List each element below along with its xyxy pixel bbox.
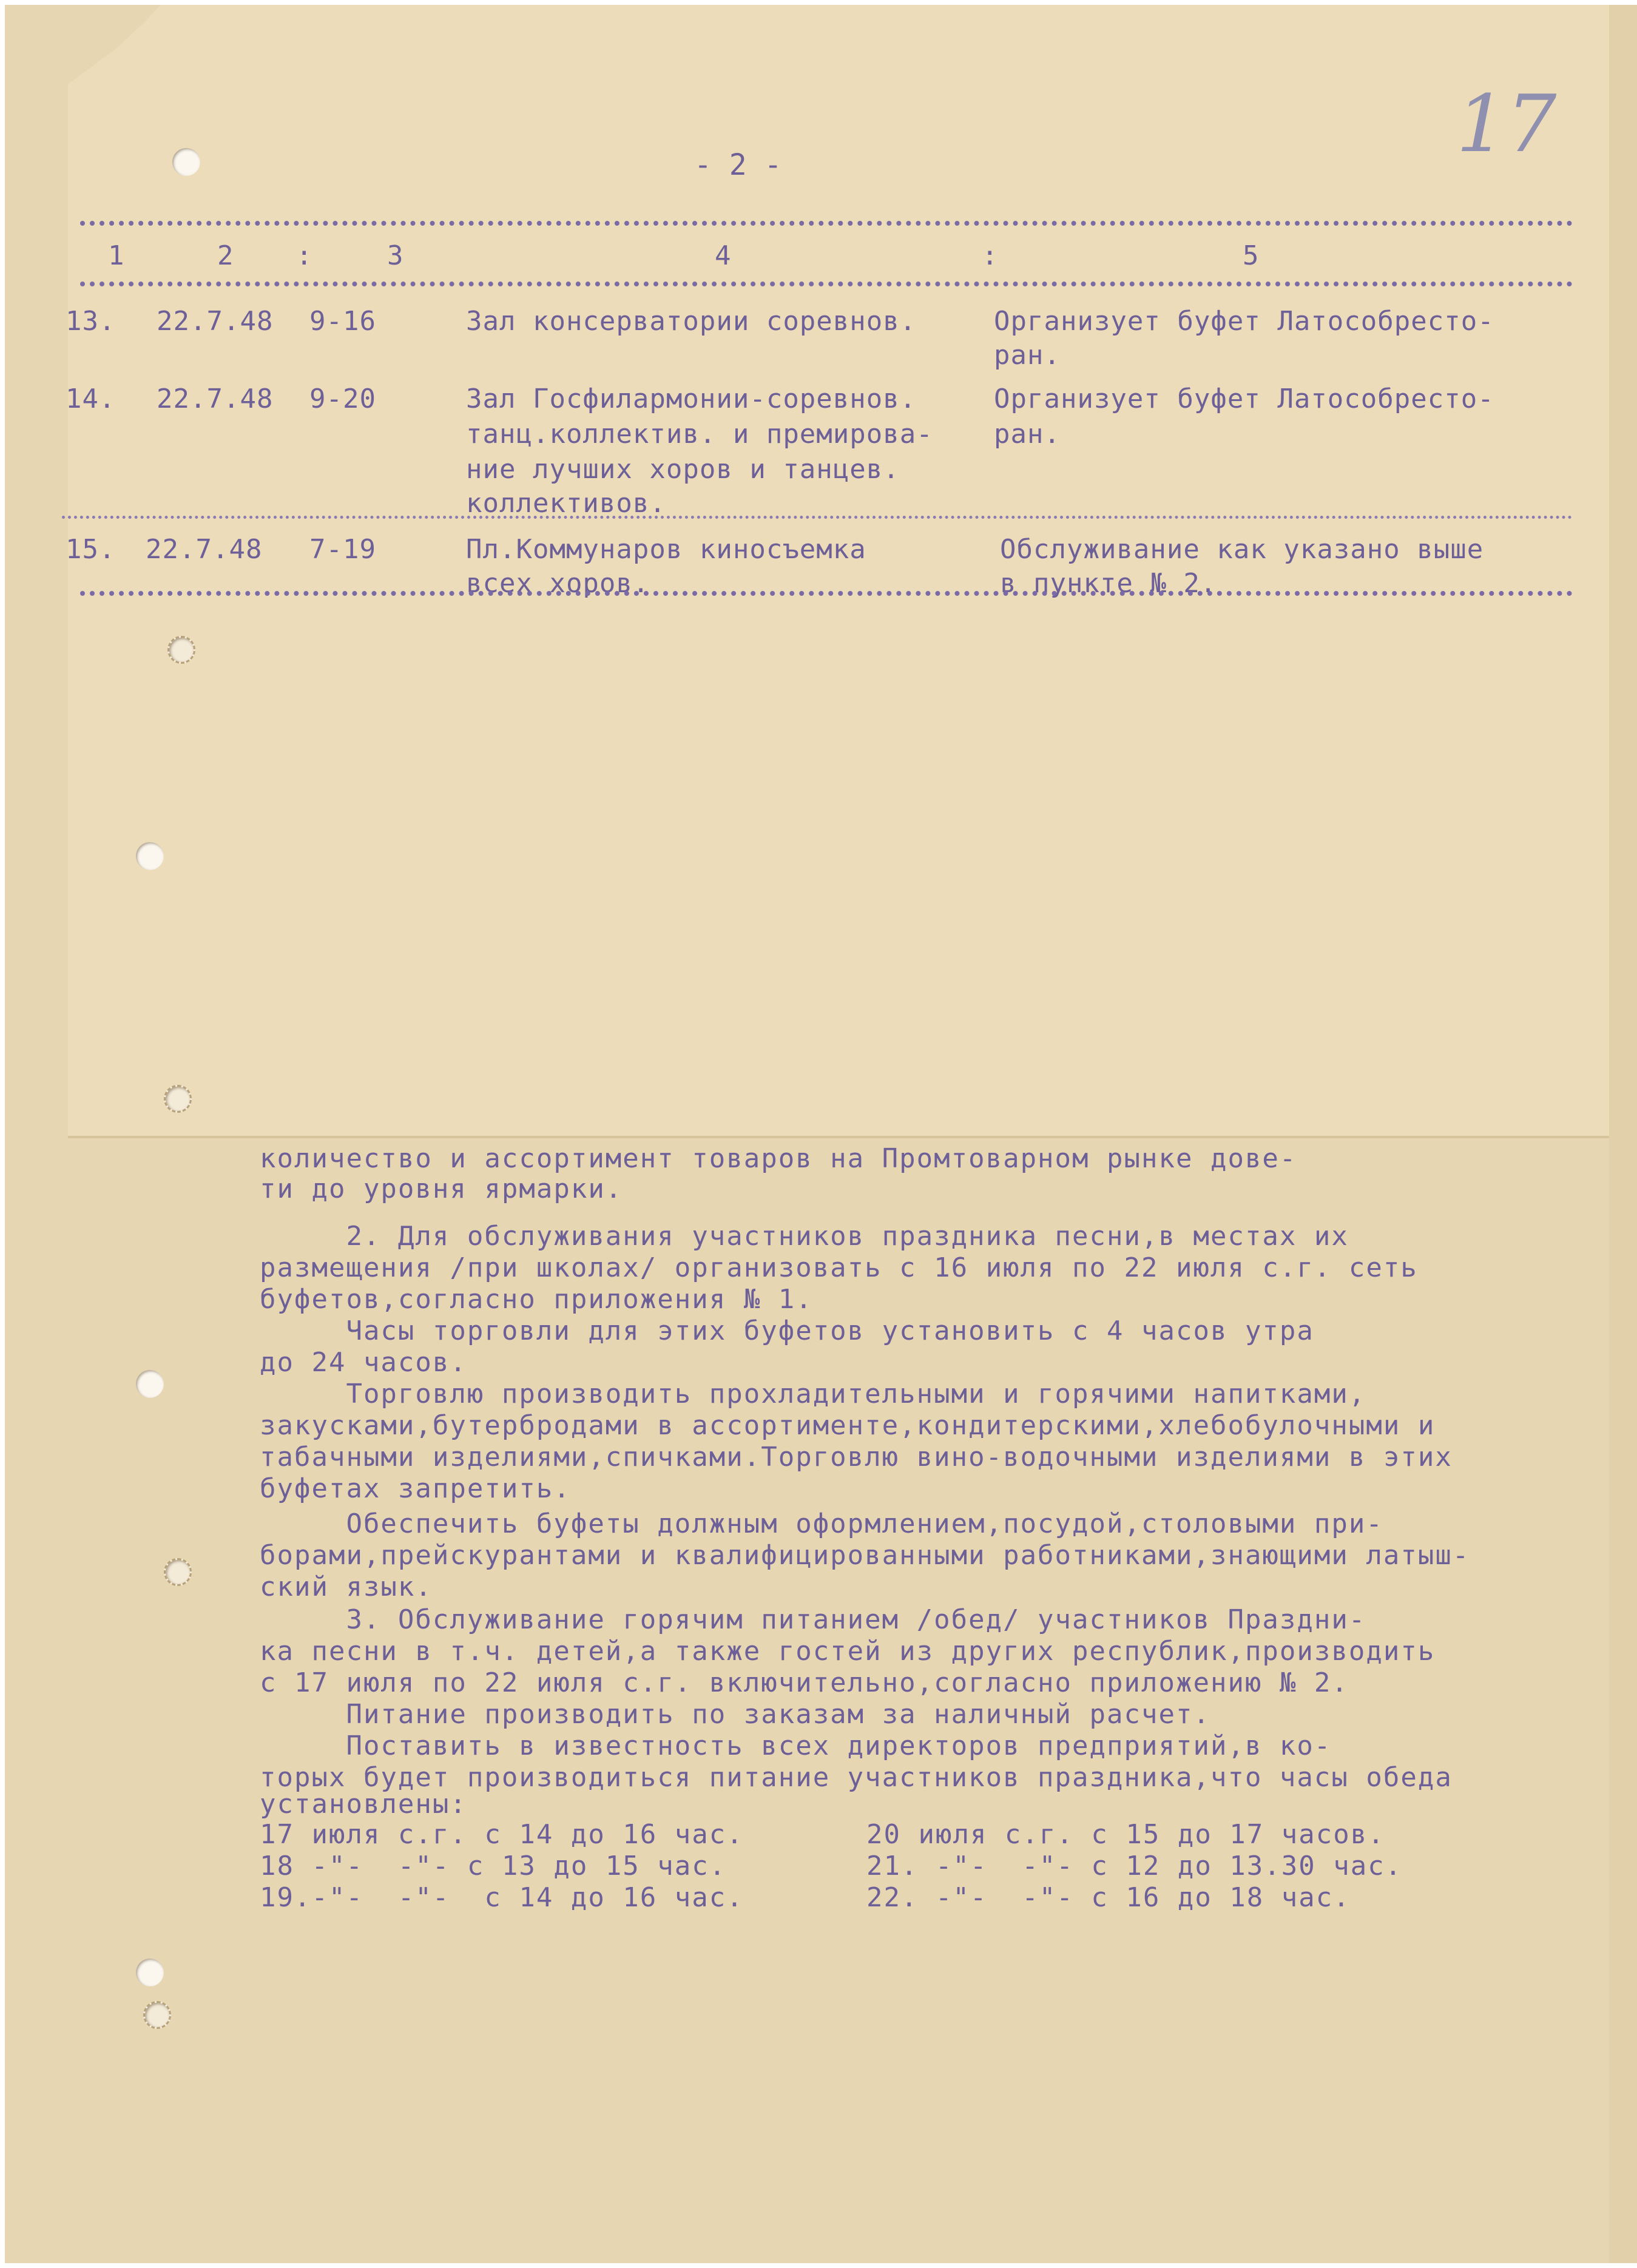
col-header-4: 4 xyxy=(715,240,732,271)
body-line: табачными изделиями,спичками.Торговлю вино-водочными изделиями в этих xyxy=(260,1442,1453,1473)
body-line: 2. Для обслуживания участников праздника песни,в местах их xyxy=(260,1221,1349,1252)
row-place: всех хоров. xyxy=(466,568,650,599)
row-place: ние лучших хоров и танцев. xyxy=(466,454,900,485)
punch-hole xyxy=(136,1370,164,1398)
col-header-1: 1 xyxy=(108,240,125,271)
col-header-3: 3 xyxy=(387,240,404,271)
document-sheet xyxy=(5,5,1632,2263)
body-line: Поставить в известность всех директоров предприятий,в ко- xyxy=(260,1730,1332,1761)
body-line: установлены: xyxy=(260,1789,467,1820)
table-top-rule xyxy=(80,221,1573,226)
schedule-entry: 20 июля с.г. с 15 до 17 часов. xyxy=(866,1819,1385,1850)
row-divider-rule xyxy=(62,516,1573,519)
table-header-rule xyxy=(80,282,1573,286)
body-line: размещения /при школах/ организовать с 16 июля по 22 июля с.г. сеть xyxy=(260,1252,1418,1283)
row-service: Обслуживание как указано выше xyxy=(1000,534,1484,565)
punch-hole xyxy=(143,2001,171,2029)
col-header-5: 5 xyxy=(1243,240,1260,271)
pasted-upper-sheet xyxy=(68,5,1609,1138)
row-place: танц.коллектив. и премирова- xyxy=(466,419,933,450)
page-edge xyxy=(1609,5,1637,2263)
row-service: Организует буфет Латособресто- xyxy=(994,306,1494,337)
body-line: Часы торговли для этих буфетов установить с 4 часов утра xyxy=(260,1315,1314,1346)
row-place: Пл.Коммунаров киносъемка xyxy=(466,534,866,565)
body-line: буфетов,согласно приложения № 1. xyxy=(260,1284,813,1315)
body-line: Питание производить по заказам за наличный расчет. xyxy=(260,1699,1210,1730)
body-line: количество и ассортимент товаров на Промтоварном рынке дове- xyxy=(260,1143,1297,1174)
row-place: Зал консерватории соревнов. xyxy=(466,306,917,337)
body-line: торых будет производиться питание участников праздника,что часы обеда xyxy=(260,1762,1453,1793)
body-line: буфетах запретить. xyxy=(260,1473,571,1504)
row-service: ран. xyxy=(994,340,1061,371)
row-time: 9-16 xyxy=(309,306,376,337)
row-number: 13. xyxy=(66,306,116,337)
handwritten-sheet-number: 17 xyxy=(1456,78,1557,170)
body-line: ский язык. xyxy=(260,1571,433,1602)
body-line: Торговлю производить прохладительными и горячими напитками, xyxy=(260,1379,1366,1409)
page-number: - 2 - xyxy=(694,148,782,182)
row-date: 22.7.48 xyxy=(157,383,274,414)
schedule-entry: 18 -"- -"- с 13 до 15 час. xyxy=(260,1851,727,1882)
row-number: 14. xyxy=(66,383,116,414)
row-service: ран. xyxy=(994,419,1061,450)
schedule-entry: 22. -"- -"- с 16 до 18 час. xyxy=(866,1882,1351,1913)
row-date: 22.7.48 xyxy=(146,534,263,565)
col-separator: : xyxy=(982,240,999,271)
body-line: ти до уровня ярмарки. xyxy=(260,1173,623,1204)
body-line: борами,прейскурантами и квалифицированными работниками,знающими латыш- xyxy=(260,1540,1470,1571)
sheet-fold-edge xyxy=(68,1136,1609,1138)
col-header-2: 2 xyxy=(217,240,234,271)
body-line: с 17 июля по 22 июля с.г. включительно,согласно приложению № 2. xyxy=(260,1667,1349,1698)
punch-hole xyxy=(164,1558,192,1586)
col-separator: : xyxy=(296,240,313,271)
body-line: ка песни в т.ч. детей,а также гостей из других республик,производить xyxy=(260,1636,1436,1667)
punch-hole xyxy=(164,1085,192,1113)
body-line: Обеспечить буфеты должным оформлением,посудой,столовыми при- xyxy=(260,1508,1383,1539)
row-time: 7-19 xyxy=(309,534,376,565)
punch-hole xyxy=(136,1959,164,1986)
row-date: 22.7.48 xyxy=(157,306,274,337)
row-service: Организует буфет Латособресто- xyxy=(994,383,1494,414)
body-line: 3. Обслуживание горячим питанием /обед/ участников Праздни- xyxy=(260,1604,1366,1635)
punch-hole xyxy=(167,636,195,664)
row-place: коллективов. xyxy=(466,488,666,519)
row-time: 9-20 xyxy=(309,383,376,414)
row-place: Зал Госфилармонии-соревнов. xyxy=(466,383,917,414)
row-service: в пункте № 2. xyxy=(1000,568,1217,599)
punch-hole xyxy=(172,148,200,176)
row-number: 15. xyxy=(66,534,116,565)
schedule-entry: 19.-"- -"- с 14 до 16 час. xyxy=(260,1882,744,1913)
punch-hole xyxy=(136,842,164,870)
body-line: закусками,бутербродами в ассортименте,кондитерскими,хлебобулочными и xyxy=(260,1410,1436,1441)
schedule-entry: 21. -"- -"- с 12 до 13.30 час. xyxy=(866,1851,1403,1882)
table-bottom-rule xyxy=(80,591,1573,596)
schedule-entry: 17 июля с.г. с 14 до 16 час. xyxy=(260,1819,744,1850)
body-line: до 24 часов. xyxy=(260,1347,467,1378)
